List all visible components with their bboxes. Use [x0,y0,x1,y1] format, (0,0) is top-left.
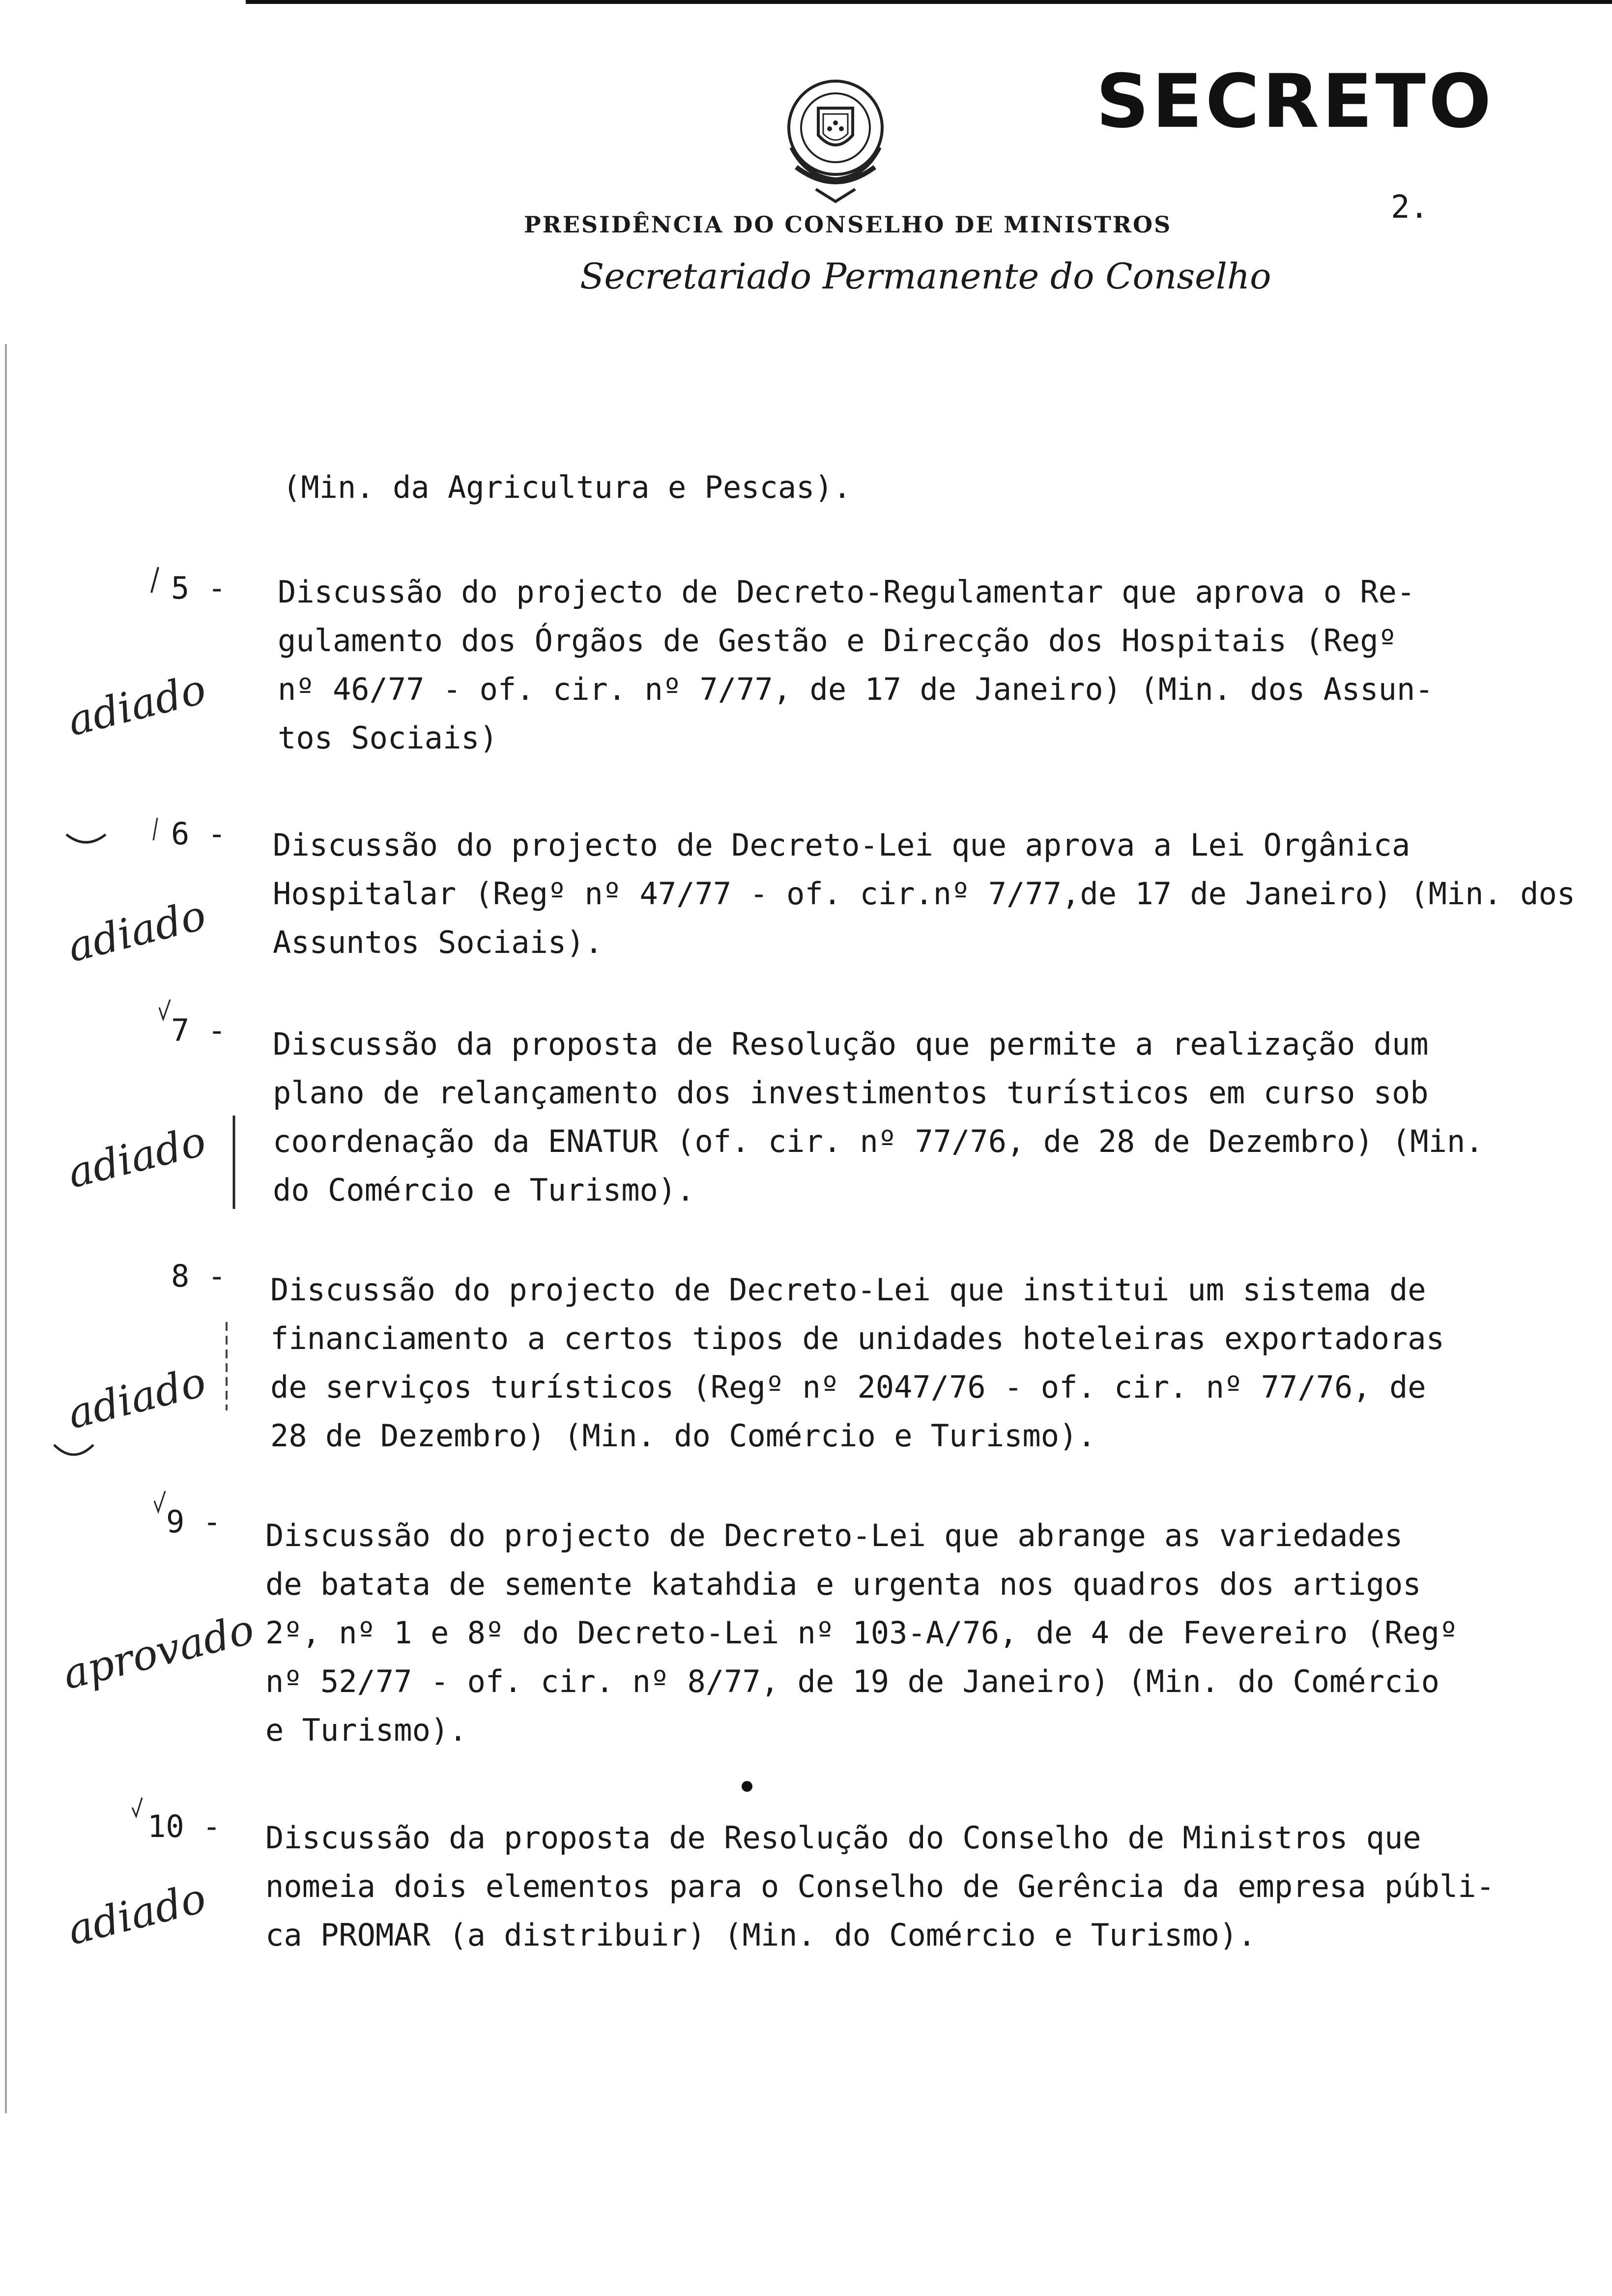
item-line: 28 de Dezembro) (Min. do Comércio e Turismo). [270,1418,1096,1454]
item-number: 6 - [171,816,226,852]
agenda-item-6 [273,821,1575,967]
item-number: 8 - [171,1258,226,1294]
ink-dot [740,1779,754,1794]
handwritten-annotation: adiado [63,664,211,746]
item-line: ca PROMAR (a distribuir) (Min. do Comércio e Turismo). [265,1917,1256,1953]
item-line: do Comércio e Turismo). [273,1172,695,1208]
item-line: Discussão da proposta de Resolução que permite a realização dum [273,1026,1429,1062]
check-mark-icon [157,998,172,1027]
check-mark-icon [152,1489,167,1519]
item-line: Discussão do projecto de Decreto-Lei que institui um sistema de [270,1272,1426,1308]
agenda-item-10 [265,1813,1495,1959]
agenda-item-7 [273,1020,1484,1214]
secretariat-subheading: Secretariado Permanente do Conselho [580,256,1271,297]
item-line: nº 52/77 - of. cir. nº 8/77, de 19 de Janeiro) (Min. do Comércio [265,1664,1439,1699]
left-margin-rule [5,344,7,2113]
item-number: 7 - [171,1012,226,1048]
item-number: 10 - [147,1808,221,1844]
item-number: 5 - [171,570,226,606]
item-line: nomeia dois elementos para o Conselho de Gerência da empresa públi- [265,1868,1495,1904]
item-line: gulamento dos Órgãos de Gestão e Direcção dos Hospitais (Regº [278,623,1397,659]
agenda-item-8 [270,1265,1444,1460]
item-line: de serviços turísticos (Regº nº 2047/76 - of. cir. nº 77/76, de [270,1369,1426,1405]
item-line: Hospitalar (Regº nº 47/77 - of. cir.nº 7/77,de 17 de Janeiro) (Min. dos [273,876,1576,912]
agenda-item-9 [265,1511,1458,1754]
agenda-item-5 [278,568,1434,762]
item-number: 9 - [166,1504,221,1540]
handwritten-annotation: aprovado [58,1605,259,1699]
classification-stamp: SECRETO [1096,59,1495,144]
check-mark-icon [147,816,162,845]
bracket-mark-icon [52,1440,96,1464]
item-line: tos Sociais) [278,720,498,756]
item-line: 2º, nº 1 e 8º do Decreto-Lei nº 103-A/76, de 4 de Fevereiro (Regº [265,1615,1458,1651]
item-line: Discussão do projecto de Decreto-Regulamentar que aprova o Re- [278,574,1415,610]
handwritten-annotation: adiado [63,1873,211,1954]
check-mark-icon [130,1794,145,1823]
item-line: de batata de semente katahdia e urgenta nos quadros dos artigos [265,1566,1421,1602]
bracket-mark-icon [64,831,108,850]
item-line: financiamento a certos tipos de unidades hoteleiras exportadoras [270,1320,1444,1356]
item-line: Discussão do projecto de Decreto-Lei que abrange as variedades [265,1518,1403,1553]
coat-of-arms-icon [777,74,894,206]
item-line: Discussão do projecto de Decreto-Lei que aprova a Lei Orgânica [273,827,1410,863]
check-mark-icon [147,565,162,595]
handwritten-annotation: adiado [63,1357,211,1438]
margin-line-mark [224,1322,230,1410]
item-line: Discussão da proposta de Resolução do Conselho de Ministros que [265,1820,1421,1856]
item-line: Assuntos Sociais). [273,924,603,960]
item-line: plano de relançamento dos investimentos turísticos em curso sob [273,1075,1429,1111]
item-line: coordenação da ENATUR (of. cir. nº 77/76, de 28 de Dezembro) (Min. [273,1123,1484,1159]
handwritten-annotation: adiado [63,1117,211,1198]
office-heading: PRESIDÊNCIA DO CONSELHO DE MINISTROS [524,211,1172,238]
continuation-line: (Min. da Agricultura e Pescas). [283,469,852,505]
top-border-rule [246,0,1612,4]
margin-line-mark [231,1116,237,1209]
handwritten-annotation: adiado [63,890,211,972]
page-number: 2. [1391,189,1429,226]
item-line: e Turismo). [265,1712,467,1748]
item-line: nº 46/77 - of. cir. nº 7/77, de 17 de Janeiro) (Min. dos Assun- [278,671,1434,707]
